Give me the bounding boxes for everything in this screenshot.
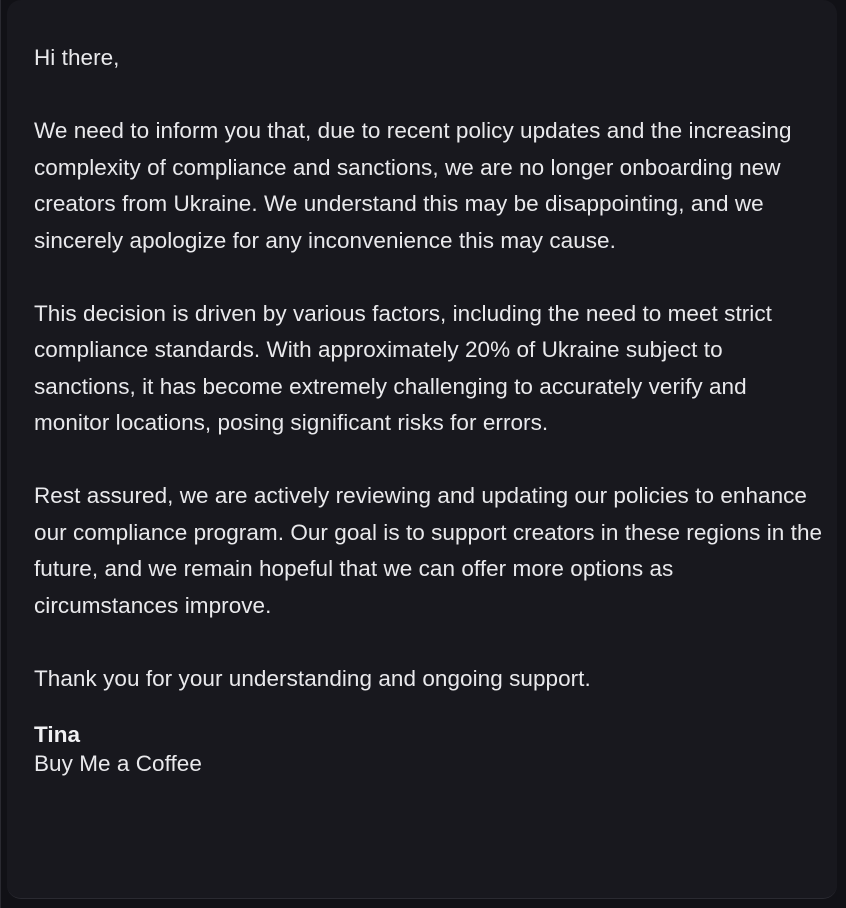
signature-name: Tina (34, 721, 81, 747)
email-message-card (7, 0, 837, 899)
email-paragraph-policy: We need to inform you that, due to recent policy updates and the increasing complexity of compliance and sanctions, we are no longer onboarding new creators from Ukraine. We understand this may be disappointing, and we sincerely apologize for any inconvenience this may cause. (34, 118, 792, 253)
email-paragraph-reasons: This decision is driven by various factors, including the need to meet strict compliance standards. With approximately 20% of Ukraine subject to sanctions, it has become extremely challenging to accurately verify and monitor locations, posing significant risks for errors. (34, 300, 772, 435)
email-paragraph-future: Rest assured, we are actively reviewing and updating our policies to enhance our compliance program. Our goal is to support creators in these regions in the future, and we remain hopeful that we can offer more options as circumstances improve. (34, 483, 823, 618)
email-paragraph-thanks: Thank you for your understanding and ongoing support. (34, 665, 591, 691)
email-body (34, 40, 824, 778)
email-greeting: Hi there, (34, 45, 120, 70)
email-signature (34, 720, 824, 778)
signature-company: Buy Me a Coffee (34, 750, 202, 776)
